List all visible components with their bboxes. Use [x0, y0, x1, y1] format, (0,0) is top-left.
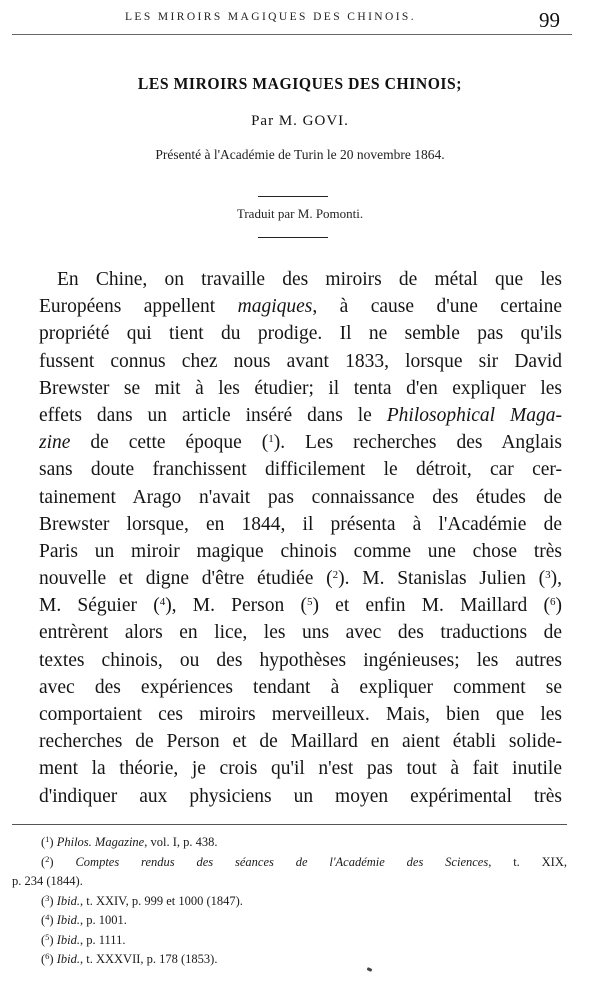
body-line: d'indiquer aux physiciens un moyen expérimental très — [39, 785, 562, 807]
separator-rule-bottom — [258, 237, 328, 238]
footnote-mark: 3 — [45, 892, 50, 903]
body-line: fussent connus chez nous avant 1833, lorsque sir David — [39, 350, 562, 372]
body-line: Paris un miroir magique chinois comme une chose très — [39, 540, 562, 562]
footnote-mark: 2 — [45, 853, 50, 864]
article-title: LES MIROIRS MAGIQUES DES CHINOIS; — [137, 74, 463, 93]
footnote-text: Comptes rendus des séances de l'Académie des Sciences, t. XIX, — [75, 854, 567, 869]
footnote-item: ($^5$) Ibid., p. 1111. — [41, 931, 126, 947]
footnote-item: ($^6$) Ibid., t. XXXVII, p. 178 (1853). — [41, 951, 218, 966]
body-line: nouvelle et digne d'être étudiée ($^2$). M. Stanislas Julien ($^3$), — [39, 568, 562, 590]
footnote-mark: 4 — [45, 912, 50, 922]
body-line: Brewster lorsque, en 1844, il présenta à l'Académie de — [39, 513, 562, 535]
body-line: En Chine, on travaille des miroirs de métal que les — [57, 269, 562, 290]
header-rule — [12, 34, 572, 35]
body-line: ment la théorie, je crois qu'il n'est pas tout à fait inutile — [39, 758, 562, 780]
footnote-mark: 6 — [45, 951, 50, 961]
body-line: M. Séguier ($^4$), M. Person ($^5$) et enfin M. Maillard ($^6$) — [39, 595, 562, 617]
presentation-note: Présenté à l'Académie de Turin le 20 novembre 1864. — [155, 147, 445, 162]
footnote-reference[interactable]: 2 — [332, 569, 339, 582]
body-line: Brewster se mit à les étudier; il tenta d'en expliquer les — [39, 377, 562, 399]
footnote-item: ($^1$) Philos. Magazine, vol. I, p. 438. — [41, 834, 218, 849]
footnote-item: ($^3$) Ibid., t. XXIV, p. 999 et 1000 (1847). — [41, 892, 243, 908]
body-line: tainement Arago n'avait pas connaissance des études de — [39, 486, 562, 508]
page-number: 99 — [539, 8, 560, 32]
body-line: sans doute franchissent difficilement le détroit, car cer- — [39, 459, 562, 481]
footnote-rule — [12, 824, 567, 825]
body-line: entrèrent alors en lice, les uns avec des traductions de — [39, 622, 562, 644]
footnote-reference[interactable]: 6 — [549, 596, 556, 609]
footnote-item: ($^4$) Ibid., p. 1001. — [41, 912, 127, 927]
separator-rule-top — [258, 196, 328, 197]
running-header — [0, 8, 600, 32]
body-paragraph — [39, 266, 562, 810]
footnote-mark: 1 — [45, 834, 50, 844]
body-line: effets dans un article inséré dans le Philosophical Maga- — [39, 404, 562, 426]
footnote-mark: 5 — [45, 931, 50, 942]
footnote-item: ($^2$) Comptes rendus des séances de l'Académie des Sciences, t. XIX, — [41, 853, 567, 869]
footnote-reference[interactable]: 1 — [268, 433, 274, 446]
footnote-text: Ibid., t. XXXVII, p. 178 (1853). — [56, 952, 218, 966]
body-line: comportaient ces miroirs merveilleux. Mais, bien que les — [39, 704, 562, 725]
running-title: LES MIROIRS MAGIQUES DES CHINOIS. — [125, 11, 417, 23]
body-line: textes chinois, ou des hypothèses ingénieuses; les autres — [39, 649, 562, 671]
footnote-item — [12, 872, 567, 892]
footnote-text: Ibid., p. 1111. — [56, 932, 126, 947]
footnote-text: Philos. Magazine, vol. I, p. 438. — [56, 835, 218, 849]
body-line: propriété qui tient du prodige. Il ne semble pas qu'ils — [39, 323, 562, 345]
body-line: Européens appellent magiques, à cause d'une certaine — [39, 296, 562, 318]
footnote-reference[interactable]: 5 — [306, 596, 313, 609]
footnote-reference[interactable]: 3 — [545, 569, 551, 582]
translator-credit: Traduit par M. Pomonti. — [236, 206, 364, 221]
body-line: zine de cette époque ($^1$). Les recherches des Anglais — [39, 432, 562, 454]
author-line: Par M. GOVI. — [251, 113, 349, 129]
body-line: recherches de Person et de Maillard en aient établi solide- — [39, 731, 562, 753]
body-line: avec des expériences tendant à expliquer comment se — [39, 676, 562, 698]
footnote-text: Ibid., t. XXIV, p. 999 et 1000 (1847). — [56, 893, 243, 908]
footnote-reference[interactable]: 4 — [159, 596, 166, 609]
footnote-text: Ibid., p. 1001. — [56, 913, 127, 927]
print-speck — [367, 967, 373, 972]
footnote-text: p. 234 (1844). — [12, 874, 83, 888]
footnotes — [12, 833, 567, 970]
